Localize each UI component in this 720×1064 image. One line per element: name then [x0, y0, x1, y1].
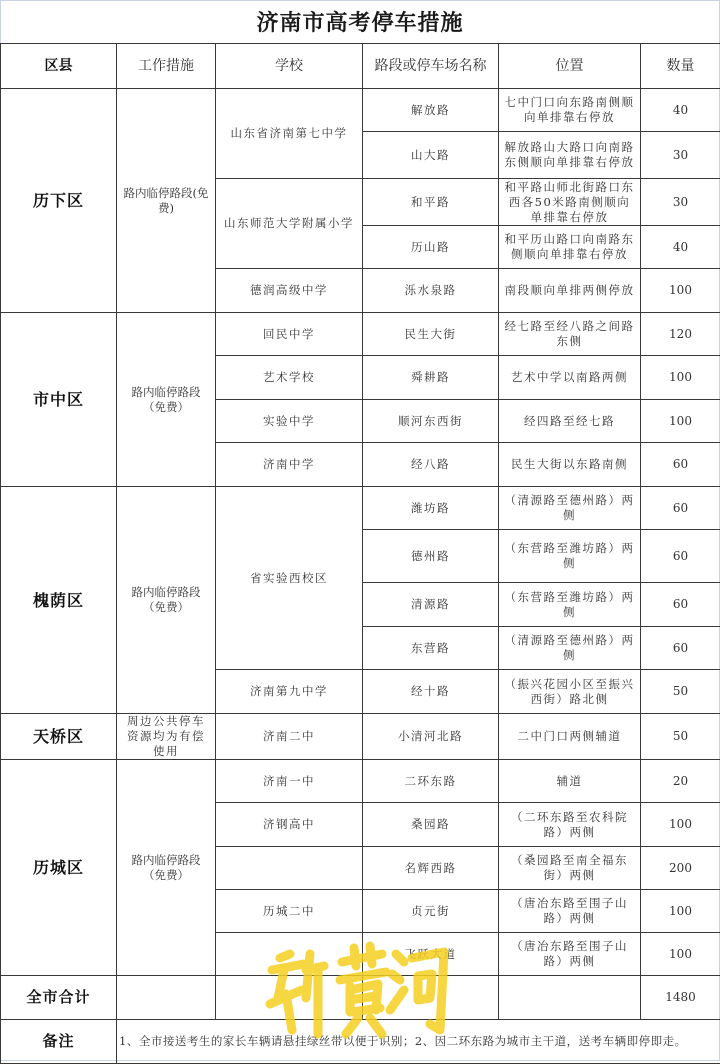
- total-label: 全市合计: [1, 976, 117, 1020]
- table-row: [1, 89, 720, 132]
- road-cell: 泺水泉路: [363, 269, 499, 313]
- empty-cell: [499, 976, 641, 1020]
- school-cell: 历城二中: [216, 890, 363, 933]
- road-cell: 和平路: [363, 179, 499, 226]
- table-row: [1, 313, 720, 356]
- count-cell: 60: [641, 487, 720, 530]
- school-cell: 德润高级中学: [216, 269, 363, 313]
- road-cell: 山大路: [363, 132, 499, 179]
- count-cell: 60: [641, 443, 720, 487]
- location-cell: （东营路至潍坊路）两侧: [499, 583, 641, 627]
- school-cell: 济钢高中: [216, 803, 363, 847]
- school-cell: 艺术学校: [216, 356, 363, 400]
- district-cell: 历城区: [1, 760, 117, 976]
- location-cell: （唐冶东路至围子山路）两侧: [499, 890, 641, 933]
- road-cell: 小清河北路: [363, 714, 499, 760]
- empty-cell: [117, 976, 216, 1020]
- school-cell: 济南第九中学: [216, 670, 363, 714]
- count-cell: 100: [641, 356, 720, 400]
- table-row: [1, 760, 720, 803]
- location-cell: （清源路至德州路）两侧: [499, 487, 641, 530]
- header-location: 位置: [499, 44, 641, 89]
- road-cell: 舜耕路: [363, 356, 499, 400]
- location-cell: 和平历山路口向南路东侧顺向单排靠右停放: [499, 226, 641, 269]
- school-cell: [216, 933, 363, 976]
- count-cell: 50: [641, 714, 720, 760]
- road-cell: 经十路: [363, 670, 499, 714]
- count-cell: 30: [641, 179, 720, 226]
- school-cell: 济南二中: [216, 714, 363, 760]
- school-cell: 济南中学: [216, 443, 363, 487]
- count-cell: 100: [641, 803, 720, 847]
- count-cell: 100: [641, 890, 720, 933]
- school-cell: 回民中学: [216, 313, 363, 356]
- measure-cell: 路内临停路段（免费）: [117, 313, 216, 487]
- school-cell: 济南一中: [216, 760, 363, 803]
- header-district: 区县: [1, 44, 117, 89]
- count-cell: 40: [641, 89, 720, 132]
- road-cell: 二环东路: [363, 760, 499, 803]
- count-cell: 120: [641, 313, 720, 356]
- location-cell: （二环东路至农科院路）两侧: [499, 803, 641, 847]
- location-cell: （振兴花园小区至振兴西街）路北侧: [499, 670, 641, 714]
- road-cell: 桑园路: [363, 803, 499, 847]
- notes-label: 备注: [1, 1020, 117, 1064]
- count-cell: 200: [641, 847, 720, 890]
- school-cell: [216, 847, 363, 890]
- header-measure: 工作措施: [117, 44, 216, 89]
- district-cell: 市中区: [1, 313, 117, 487]
- school-cell: 山东师范大学附属小学: [216, 179, 363, 269]
- empty-cell: [363, 976, 499, 1020]
- road-cell: 贞元街: [363, 890, 499, 933]
- school-cell: 省实验西校区: [216, 487, 363, 670]
- road-cell: 解放路: [363, 89, 499, 132]
- road-cell: 飞跃大道: [363, 933, 499, 976]
- notes-text: 1、全市接送考生的家长车辆请悬挂绿丝带以便于识别；2、因二环东路为城市主干道，送考车辆即停即走。: [117, 1020, 720, 1064]
- location-cell: （唐冶东路至围子山路）两侧: [499, 933, 641, 976]
- location-cell: 七中门口向东路南侧顺向单排靠右停放: [499, 89, 641, 132]
- location-cell: 经四路至经七路: [499, 400, 641, 443]
- location-cell: 解放路山大路口向南路东侧顺向单排靠右停放: [499, 132, 641, 179]
- total-row: [1, 976, 720, 1020]
- header-road: 路段或停车场名称: [363, 44, 499, 89]
- count-cell: 30: [641, 132, 720, 179]
- table-row: [1, 714, 720, 760]
- table-row: [1, 487, 720, 530]
- location-cell: 辅道: [499, 760, 641, 803]
- location-cell: 南段顺向单排两侧停放: [499, 269, 641, 313]
- school-cell: 山东省济南第七中学: [216, 89, 363, 179]
- road-cell: 潍坊路: [363, 487, 499, 530]
- count-cell: 100: [641, 933, 720, 976]
- count-cell: 50: [641, 670, 720, 714]
- school-cell: 实验中学: [216, 400, 363, 443]
- road-cell: 名辉西路: [363, 847, 499, 890]
- count-cell: 40: [641, 226, 720, 269]
- header-count: 数量: [641, 44, 720, 89]
- measure-cell: 路内临停路段(免费): [117, 89, 216, 313]
- table-header-row: [1, 44, 720, 89]
- measure-cell: 路内临停路段（免费）: [117, 760, 216, 976]
- road-cell: 德州路: [363, 530, 499, 583]
- location-cell: 经七路至经八路之间路东侧: [499, 313, 641, 356]
- count-cell: 20: [641, 760, 720, 803]
- header-school: 学校: [216, 44, 363, 89]
- location-cell: 艺术中学以南路两侧: [499, 356, 641, 400]
- count-cell: 60: [641, 530, 720, 583]
- notes-row: [1, 1020, 720, 1064]
- road-cell: 清源路: [363, 583, 499, 627]
- district-cell: 槐荫区: [1, 487, 117, 714]
- location-cell: （东营路至潍坊路）两侧: [499, 530, 641, 583]
- road-cell: 经八路: [363, 443, 499, 487]
- location-cell: 和平路山师北街路口东西各50米路南侧顺向单排靠右停放: [499, 179, 641, 226]
- road-cell: 民生大街: [363, 313, 499, 356]
- district-cell: 历下区: [1, 89, 117, 313]
- location-cell: （桑园路至南全福东街）两侧: [499, 847, 641, 890]
- count-cell: 100: [641, 400, 720, 443]
- count-cell: 60: [641, 583, 720, 627]
- district-cell: 天桥区: [1, 714, 117, 760]
- total-count: 1480: [641, 976, 720, 1020]
- road-cell: 历山路: [363, 226, 499, 269]
- measure-cell: 路内临停路段（免费）: [117, 487, 216, 714]
- measure-cell: 周边公共停车资源均为有偿使用: [117, 714, 216, 760]
- parking-table: [0, 43, 720, 1064]
- location-cell: 二中门口两侧辅道: [499, 714, 641, 760]
- road-cell: 东营路: [363, 627, 499, 670]
- location-cell: （清源路至德州路）两侧: [499, 627, 641, 670]
- empty-cell: [216, 976, 363, 1020]
- road-cell: 顺河东西街: [363, 400, 499, 443]
- page-title: 济南市高考停车措施: [0, 0, 720, 43]
- count-cell: 100: [641, 269, 720, 313]
- location-cell: 民生大街以东路南侧: [499, 443, 641, 487]
- count-cell: 60: [641, 627, 720, 670]
